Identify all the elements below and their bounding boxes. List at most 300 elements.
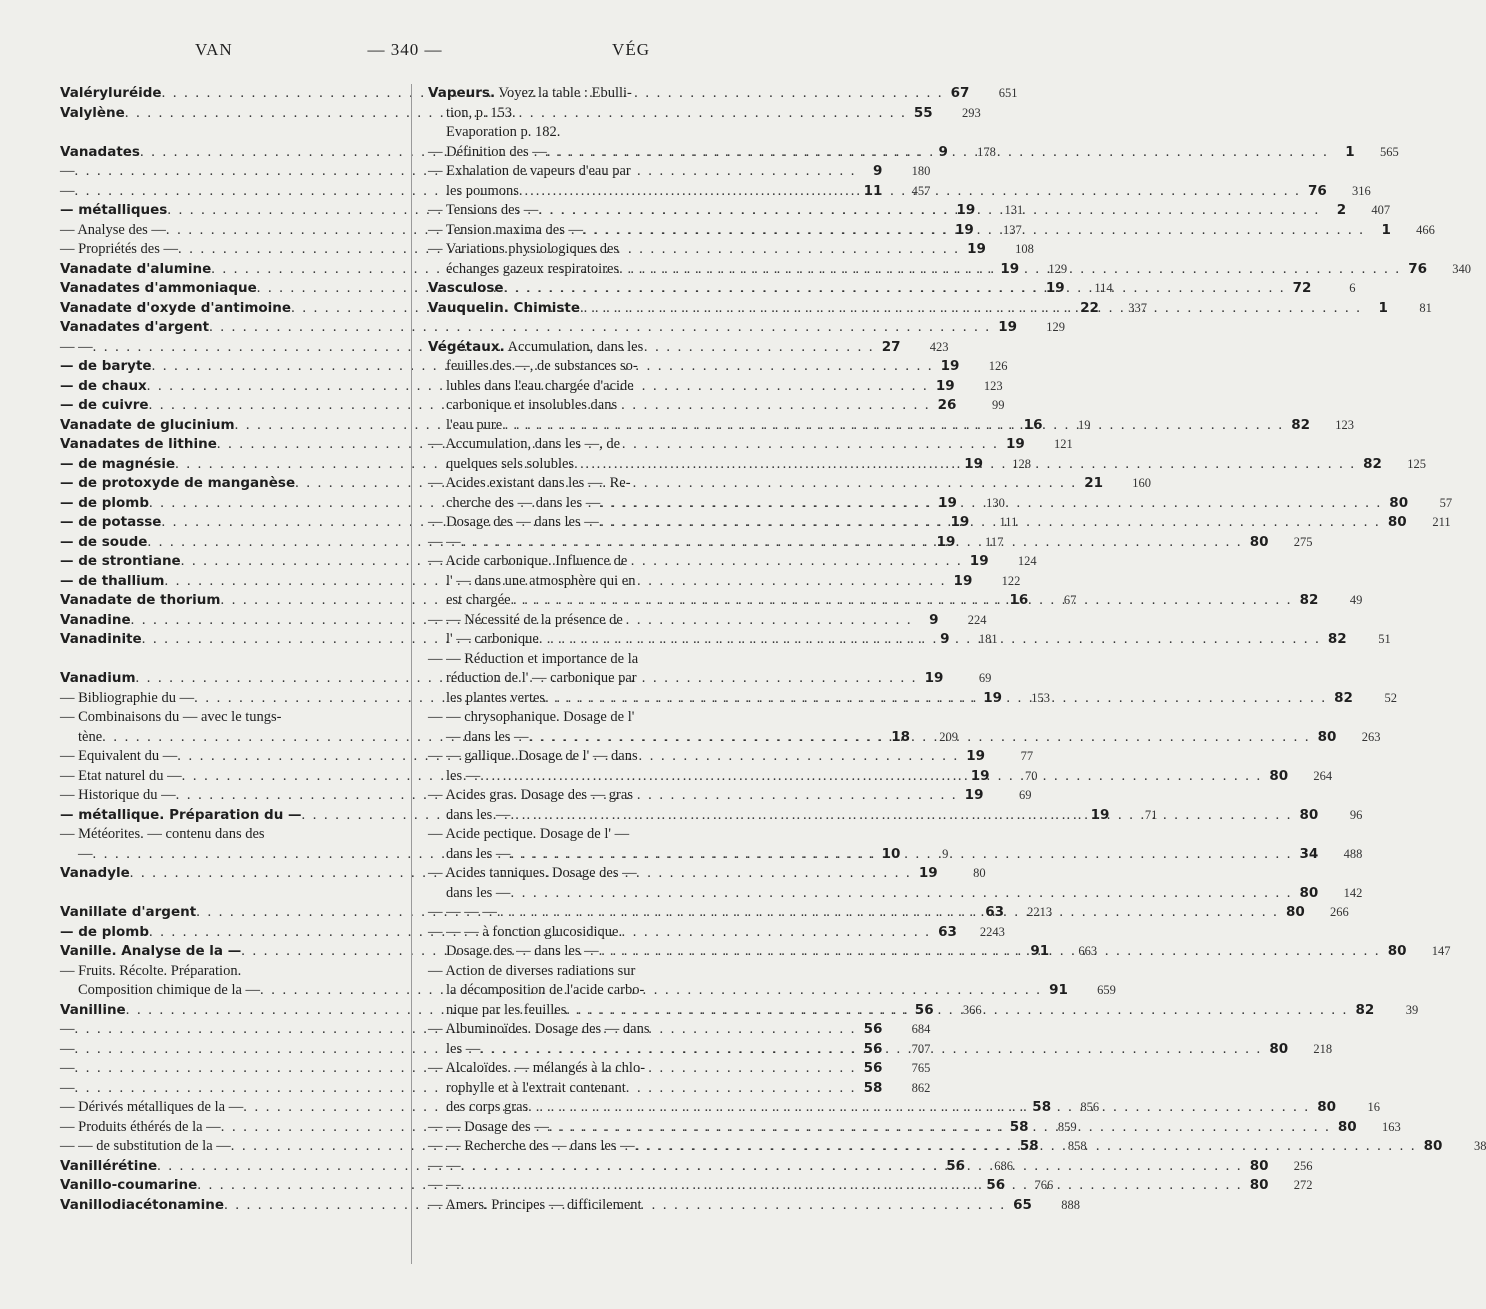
entry-term: — — Dosage des — bbox=[428, 1118, 549, 1135]
entry-volume: 80 bbox=[1299, 806, 1319, 823]
entry-term: Vanadates bbox=[60, 143, 140, 160]
index-line: réduction de l' — carbonique par bbox=[446, 670, 637, 686]
entry-volume: 19 bbox=[956, 202, 976, 218]
entry-page: 293 bbox=[961, 105, 981, 120]
entry-volume: 82 bbox=[1299, 592, 1319, 608]
entry-page: 859 bbox=[1057, 1119, 1077, 1134]
entry-page: 81 bbox=[1419, 300, 1432, 315]
entry-term: — bbox=[60, 1060, 75, 1076]
entry-term: — métalliques bbox=[60, 202, 168, 218]
index-line: Vapeurs. Voyez la table : Ebulli- bbox=[428, 85, 632, 101]
dot-leader bbox=[511, 591, 1293, 611]
dot-leader bbox=[510, 884, 1292, 904]
entry-volume: 58 bbox=[1019, 1138, 1039, 1154]
entry-term: Valéryluréide bbox=[60, 85, 162, 101]
entry-term: — de plomb bbox=[60, 923, 150, 940]
entry-page: 862 bbox=[911, 1080, 931, 1095]
entry-term: Vanadate d'alumine bbox=[60, 260, 212, 277]
entry-term: les poumons bbox=[446, 182, 519, 199]
entry-volume: 80 bbox=[1387, 514, 1407, 530]
dot-leader bbox=[539, 630, 1321, 650]
entry-term: — de thallium bbox=[60, 572, 165, 589]
index-line: — Acides tanniques. Dosage des — bbox=[428, 865, 637, 881]
entry-term: — Tensions des — bbox=[428, 202, 539, 218]
entry-page: 659 bbox=[1097, 983, 1116, 997]
entry-volume: 19 bbox=[967, 241, 986, 257]
entry-volume: 27 bbox=[881, 338, 901, 355]
entry-volume: 80 bbox=[1299, 884, 1319, 901]
entry-volume: 19 bbox=[1005, 436, 1025, 452]
entry-page: 52 bbox=[1384, 690, 1397, 705]
index-line: lubles dans l'eau chargée d'acide bbox=[446, 377, 634, 394]
entry-page: 129 bbox=[1048, 261, 1068, 276]
entry-term: — bbox=[60, 163, 75, 179]
entry-page: 858 bbox=[1067, 1139, 1087, 1153]
entry-term: — de magnésie bbox=[60, 455, 176, 472]
entry-volume: 11 bbox=[863, 182, 883, 199]
entry-page: 19 bbox=[1077, 417, 1091, 432]
entry-term: — bbox=[60, 1021, 75, 1037]
entry-page: 125 bbox=[1407, 456, 1426, 471]
index-headword: Vapeurs. bbox=[428, 85, 496, 101]
entry-term: Vanadyle bbox=[60, 865, 130, 881]
entry-term: — de soude bbox=[60, 533, 148, 550]
entry-term: Vanilline bbox=[60, 1001, 126, 1018]
entry-term: Vanille. Analyse de la — bbox=[60, 943, 242, 959]
entry-volume: 80 bbox=[1269, 767, 1289, 784]
entry-volume: 80 bbox=[1317, 728, 1337, 745]
entry-page: 272 bbox=[1293, 1178, 1313, 1192]
entry-page: 888 bbox=[1061, 1197, 1080, 1212]
entry-page: 114 bbox=[1094, 281, 1113, 295]
column-divider bbox=[411, 84, 412, 1264]
entry-page: 178 bbox=[977, 144, 996, 159]
index-headword: Végétaux. bbox=[428, 338, 505, 355]
index-line: — Albuminoïdes. Dosage des — dans bbox=[428, 1021, 650, 1037]
entry-page: 684 bbox=[911, 1022, 931, 1036]
dot-leader bbox=[510, 845, 1292, 865]
index-line: — Météorites. — contenu dans des bbox=[60, 826, 265, 842]
entry-volume: 21 bbox=[1084, 475, 1103, 491]
entry-term: Vanadate d'oxyde d'antimoine bbox=[60, 299, 292, 316]
index-line: — Amers. Principes — difficilement bbox=[428, 1196, 642, 1213]
entry-page: 766 bbox=[1034, 1178, 1054, 1192]
entry-term: — — bbox=[428, 533, 461, 550]
entry-page: 488 bbox=[1343, 846, 1363, 861]
index-line: feuilles des —, de substances so- bbox=[446, 358, 638, 374]
entry-volume: 19 bbox=[983, 689, 1002, 706]
entry-term: Composition chimique de la — bbox=[78, 982, 261, 998]
index-entry bbox=[60, 903, 1053, 923]
entry-volume: 80 bbox=[1317, 1099, 1337, 1115]
entry-page: 77 bbox=[1020, 749, 1034, 763]
entry-term: — — bbox=[60, 338, 93, 355]
dot-leader bbox=[461, 1176, 1243, 1196]
entry-page: 99 bbox=[991, 398, 1005, 412]
dot-leader bbox=[599, 513, 1381, 533]
entry-term: Vanillo-coumarine bbox=[60, 1177, 198, 1193]
entry-term: — de baryte bbox=[60, 358, 152, 374]
entry-volume: 16 bbox=[1023, 416, 1043, 433]
entry-volume: 65 bbox=[1013, 1196, 1032, 1213]
dot-leader bbox=[635, 1137, 1417, 1157]
entry-page: 765 bbox=[911, 1061, 931, 1075]
entry-page: 96 bbox=[1349, 807, 1363, 822]
entry-volume: 80 bbox=[1387, 943, 1407, 959]
entry-page: 121 bbox=[1054, 437, 1073, 451]
index-line: la décomposition de l'acide carbo- bbox=[446, 982, 645, 998]
entry-page: 181 bbox=[978, 632, 998, 646]
index-entry bbox=[60, 533, 1004, 553]
entry-page: 137 bbox=[1003, 222, 1022, 237]
entry-term: les — bbox=[446, 1040, 481, 1057]
entry-term: — de cuivre bbox=[60, 397, 149, 413]
index-line: — Acide carbonique. Influence de bbox=[428, 553, 628, 569]
entry-volume: 55 bbox=[913, 104, 933, 121]
entry-page: 663 bbox=[1078, 944, 1098, 958]
entry-term: — Propriétés des — bbox=[60, 241, 178, 257]
dot-leader bbox=[538, 201, 1320, 221]
dot-leader bbox=[599, 942, 1381, 962]
entry-page: 111 bbox=[999, 515, 1018, 529]
entry-volume: 82 bbox=[1363, 455, 1382, 472]
entry-page: 2243 bbox=[979, 924, 1005, 939]
dot-leader bbox=[497, 903, 1279, 923]
dot-leader bbox=[504, 279, 1286, 299]
entry-volume: 19 bbox=[969, 553, 989, 569]
entry-page: 51 bbox=[1378, 632, 1391, 646]
entry-page: 126 bbox=[988, 359, 1008, 373]
entry-term: — — Recherche des — dans les — bbox=[428, 1138, 635, 1154]
entry-page: 131 bbox=[1004, 203, 1024, 217]
dot-leader bbox=[461, 1157, 1243, 1177]
entry-page: 266 bbox=[1330, 905, 1349, 919]
entry-page: 6 bbox=[1349, 281, 1356, 295]
dot-leader bbox=[566, 1001, 1348, 1021]
entry-term: — de protoxyde de manganèse bbox=[60, 475, 296, 491]
entry-term: — Bibliographie du — bbox=[60, 689, 195, 706]
entry-term: — Produits éthérés de la — bbox=[60, 1118, 221, 1135]
index-line: — Fruits. Récolte. Préparation. bbox=[60, 962, 242, 979]
dot-leader bbox=[480, 767, 1262, 787]
entry-volume: 1 bbox=[1381, 221, 1391, 238]
index-line: — — gallique. Dosage de l' — dans bbox=[428, 748, 638, 764]
entry-term: — dans les — bbox=[446, 728, 529, 745]
entry-volume: 19 bbox=[918, 865, 938, 881]
entry-term: — Définition des — bbox=[428, 143, 547, 160]
entry-page: 147 bbox=[1431, 944, 1451, 958]
entry-volume: 22 bbox=[1080, 299, 1099, 316]
index-line: — Combinaisons du — avec le tungs- bbox=[60, 709, 282, 725]
entry-page: 565 bbox=[1379, 144, 1399, 159]
entry-volume: 80 bbox=[1249, 533, 1269, 550]
index-line: rophylle et à l'extrait contenant bbox=[446, 1079, 626, 1096]
entry-volume: 56 bbox=[946, 1157, 966, 1174]
page-number: — 340 — bbox=[367, 40, 443, 59]
entry-volume: 19 bbox=[1045, 280, 1065, 296]
entry-term: — Tension maxima des — bbox=[428, 221, 583, 238]
entry-page: 337 bbox=[1128, 300, 1147, 315]
entry-page: 2213 bbox=[1027, 905, 1053, 919]
entry-volume: 19 bbox=[953, 572, 973, 589]
entry-term: dans les — bbox=[446, 845, 511, 862]
dot-leader bbox=[600, 494, 1382, 514]
entry-page: 153 bbox=[1031, 690, 1050, 705]
entry-page: 108 bbox=[1015, 242, 1034, 256]
entry-volume: 19 bbox=[950, 514, 970, 530]
entry-volume: 80 bbox=[1249, 1157, 1269, 1174]
index-line: — — — à fonction glucosidique. bbox=[428, 923, 623, 940]
index-line: — Alcaloïdes. — mélangés à la chlo- bbox=[428, 1060, 646, 1076]
dot-leader bbox=[580, 299, 1362, 319]
entry-page: 122 bbox=[1001, 573, 1021, 588]
entry-volume: 19 bbox=[964, 455, 984, 472]
entry-page: 211 bbox=[1432, 515, 1451, 529]
entry-term: quelques sels solubles bbox=[446, 455, 575, 472]
entry-term: les — bbox=[446, 767, 481, 784]
dot-leader bbox=[529, 728, 1311, 748]
entry-term: Vanillérétine bbox=[60, 1157, 158, 1174]
entry-page: 163 bbox=[1381, 1119, 1401, 1134]
dot-leader bbox=[619, 260, 1401, 280]
entry-term: Vanillate d'argent bbox=[60, 904, 197, 920]
entry-volume: 9 bbox=[872, 163, 883, 179]
entry-term: est chargée bbox=[446, 592, 511, 608]
dot-leader bbox=[510, 806, 1292, 826]
dot-leader bbox=[583, 221, 1365, 241]
entry-page: 16 bbox=[1367, 1100, 1381, 1114]
entry-term: Vanadine bbox=[60, 611, 131, 628]
index-line: — — Nécessité de la présence de bbox=[428, 611, 623, 628]
entry-volume: 58 bbox=[863, 1079, 883, 1096]
entry-volume: 19 bbox=[1000, 260, 1020, 277]
entry-page: 263 bbox=[1361, 729, 1381, 744]
entry-page: 256 bbox=[1293, 1158, 1313, 1173]
entry-page: 407 bbox=[1371, 203, 1391, 217]
entry-term: Dosage des — dans les — bbox=[446, 943, 599, 959]
entry-volume: 18 bbox=[891, 728, 911, 745]
entry-term: Vanadinite bbox=[60, 631, 142, 647]
entry-page: 340 bbox=[1452, 261, 1471, 276]
entry-page: 142 bbox=[1343, 885, 1363, 900]
entry-volume: 76 bbox=[1307, 182, 1327, 199]
index-line: — Variations physiologiques des bbox=[428, 241, 620, 257]
entry-page: 466 bbox=[1416, 222, 1435, 237]
entry-page: 264 bbox=[1313, 768, 1333, 783]
entry-term: — bbox=[60, 1079, 75, 1096]
entry-volume: 63 bbox=[938, 923, 957, 940]
entry-term: — Analyse des — bbox=[60, 221, 166, 238]
entry-term: — — bbox=[428, 1177, 461, 1193]
index-line: — — chrysophanique. Dosage de l' bbox=[428, 709, 635, 725]
index-entry bbox=[60, 1176, 1054, 1196]
entry-page: 39 bbox=[1405, 1002, 1419, 1017]
entry-page: 130 bbox=[986, 495, 1005, 510]
index-line: Evaporation p. 182. bbox=[446, 124, 561, 140]
entry-volume: 9 bbox=[938, 143, 948, 160]
entry-page: 457 bbox=[911, 183, 931, 198]
entry-page: 686 bbox=[994, 1158, 1014, 1173]
index-line: Végétaux. Accumulation, dans les bbox=[428, 338, 644, 355]
dot-leader bbox=[545, 689, 1327, 709]
entry-volume: 56 bbox=[863, 1060, 883, 1076]
dot-leader bbox=[528, 1098, 1310, 1118]
dot-leader bbox=[461, 533, 1243, 553]
index-line: tion, p. 153. bbox=[446, 104, 516, 121]
entry-volume: 9 bbox=[940, 631, 950, 647]
index-line: carbonique et insolubles dans bbox=[446, 397, 618, 413]
entry-volume: 1 bbox=[1345, 143, 1355, 160]
entry-term: Valylène bbox=[60, 104, 125, 121]
entry-term: — bbox=[78, 845, 93, 862]
entry-term: l' — carbonique bbox=[446, 631, 539, 647]
entry-volume: 16 bbox=[1009, 592, 1029, 608]
entry-volume: 19 bbox=[998, 319, 1017, 335]
entry-page: 70 bbox=[1024, 768, 1038, 783]
entry-page: 180 bbox=[911, 164, 931, 178]
index-line: l' — dans une atmosphère qui en bbox=[446, 572, 636, 589]
entry-term: Vanadium bbox=[60, 670, 136, 686]
entry-term: des corps gras bbox=[446, 1099, 529, 1115]
entry-term: Vanadate de thorium bbox=[60, 592, 221, 608]
dot-leader bbox=[519, 182, 1301, 202]
entry-volume: 91 bbox=[1049, 982, 1068, 998]
entry-volume: 80 bbox=[1285, 904, 1305, 920]
entry-page: 57 bbox=[1439, 495, 1453, 510]
index-entry bbox=[60, 318, 1065, 338]
entry-volume: 19 bbox=[935, 377, 955, 394]
entry-term: Vanadates d'ammoniaque bbox=[60, 280, 257, 296]
entry-term: — Dosage des — dans les — bbox=[428, 514, 599, 530]
entry-page: 423 bbox=[929, 339, 949, 354]
entry-page: 80 bbox=[973, 866, 986, 880]
entry-term: dans les — bbox=[446, 884, 511, 901]
entry-volume: 82 bbox=[1327, 631, 1347, 647]
entry-term: nique par les feuilles bbox=[446, 1001, 567, 1018]
entry-volume: 80 bbox=[1249, 1177, 1269, 1193]
entry-volume: 56 bbox=[914, 1001, 934, 1018]
entry-term: échanges gazeux respiratoires bbox=[446, 260, 620, 277]
entry-term: l'eau pure bbox=[446, 416, 503, 433]
entry-volume: 2 bbox=[1336, 202, 1347, 218]
index-entry bbox=[428, 884, 1363, 904]
entry-page: 129 bbox=[1046, 320, 1065, 334]
entry-term: Vasculose bbox=[428, 280, 504, 296]
entry-page: 69 bbox=[978, 671, 992, 685]
entry-page: 67 bbox=[1063, 593, 1077, 607]
entry-term: les plantes vertes bbox=[446, 689, 546, 706]
dot-leader bbox=[502, 416, 1284, 436]
index-line: — Acides gras. Dosage des — gras bbox=[428, 787, 633, 803]
entry-page: 128 bbox=[1012, 456, 1032, 471]
entry-page: 209 bbox=[939, 729, 959, 744]
entry-page: 117 bbox=[985, 534, 1004, 549]
entry-volume: 80 bbox=[1423, 1138, 1443, 1154]
index-entry bbox=[60, 1157, 1014, 1177]
index-line: — Acide pectique. Dosage de l' — bbox=[428, 826, 630, 842]
entry-page: 124 bbox=[1017, 554, 1037, 568]
entry-term: — — bbox=[428, 1157, 461, 1174]
entry-term: Vanadates de lithine bbox=[60, 436, 217, 452]
dot-leader bbox=[547, 143, 1329, 163]
entry-term: — bbox=[60, 182, 75, 199]
entry-volume: 67 bbox=[950, 85, 970, 101]
entry-volume: 10 bbox=[881, 845, 901, 862]
entry-volume: 19 bbox=[970, 767, 990, 784]
entry-volume: 19 bbox=[1090, 806, 1110, 823]
entry-volume: 19 bbox=[966, 748, 986, 764]
entry-page: 71 bbox=[1144, 807, 1158, 822]
entry-term: dans les — bbox=[446, 806, 511, 823]
entry-page: 366 bbox=[962, 1002, 982, 1017]
entry-term: — — — — bbox=[428, 904, 497, 920]
entry-volume: 19 bbox=[936, 533, 956, 550]
entry-page: 224 bbox=[967, 612, 987, 627]
entry-term: tène bbox=[78, 728, 103, 745]
entry-page: 49 bbox=[1349, 593, 1363, 607]
index-line: — Accumulation, dans les —, de bbox=[428, 436, 621, 452]
entry-page: 123 bbox=[1335, 417, 1355, 432]
entry-page: 123 bbox=[983, 378, 1003, 393]
entry-volume: 82 bbox=[1355, 1001, 1375, 1018]
dot-leader bbox=[480, 1040, 1262, 1060]
index-line: — — Réduction et importance de la bbox=[428, 650, 639, 667]
entry-page: 38 bbox=[1473, 1139, 1486, 1153]
entry-term: — bbox=[60, 1040, 75, 1057]
entry-volume: 72 bbox=[1292, 280, 1312, 296]
entry-volume: 80 bbox=[1337, 1118, 1357, 1135]
entry-term: cherche des — dans les — bbox=[446, 494, 601, 511]
entry-volume: 80 bbox=[1389, 494, 1409, 511]
entry-volume: 63 bbox=[985, 904, 1005, 920]
entry-volume: 80 bbox=[1269, 1040, 1289, 1057]
entry-volume: 58 bbox=[1009, 1118, 1029, 1135]
entry-volume: 34 bbox=[1299, 845, 1319, 862]
entry-volume: 76 bbox=[1408, 260, 1427, 277]
header-right: VÉG bbox=[612, 40, 650, 59]
entry-term: — de plomb bbox=[60, 494, 150, 511]
index-line: — Action de diverses radiations sur bbox=[428, 962, 636, 979]
entry-term: — Historique du — bbox=[60, 787, 176, 803]
entry-volume: 26 bbox=[937, 397, 957, 413]
entry-term: — de chaux bbox=[60, 377, 147, 394]
entry-volume: 82 bbox=[1291, 416, 1311, 433]
entry-volume: 19 bbox=[938, 494, 957, 511]
entry-term: — de strontiane bbox=[60, 553, 181, 569]
entry-volume: 91 bbox=[1030, 943, 1050, 959]
running-header bbox=[60, 40, 750, 64]
index-line: — Acides existant dans les —. Re- bbox=[428, 475, 631, 491]
entry-volume: 19 bbox=[940, 358, 960, 374]
entry-page: 9 bbox=[942, 846, 949, 861]
entry-volume: 9 bbox=[929, 611, 939, 628]
entry-page: 707 bbox=[911, 1041, 931, 1056]
entry-term: — de potasse bbox=[60, 514, 162, 530]
entry-volume: 19 bbox=[964, 787, 984, 803]
entry-term: Vanadates d'argent bbox=[60, 319, 210, 335]
entry-term: Vanadate de glucinium bbox=[60, 416, 235, 433]
entry-volume: 56 bbox=[863, 1040, 883, 1057]
entry-volume: 19 bbox=[955, 221, 974, 238]
entry-term: — métallique. Préparation du — bbox=[60, 806, 302, 823]
entry-term: — Dérivés métalliques de la — bbox=[60, 1099, 244, 1115]
entry-page: 856 bbox=[1080, 1100, 1100, 1114]
entry-page: 218 bbox=[1313, 1041, 1333, 1056]
index-line: — Exhalation de vapeurs d'eau par bbox=[428, 163, 631, 179]
entry-term: — Etat naturel du — bbox=[60, 767, 182, 784]
entry-term: Vauquelin. Chimiste bbox=[428, 299, 581, 316]
entry-page: 275 bbox=[1293, 534, 1313, 549]
